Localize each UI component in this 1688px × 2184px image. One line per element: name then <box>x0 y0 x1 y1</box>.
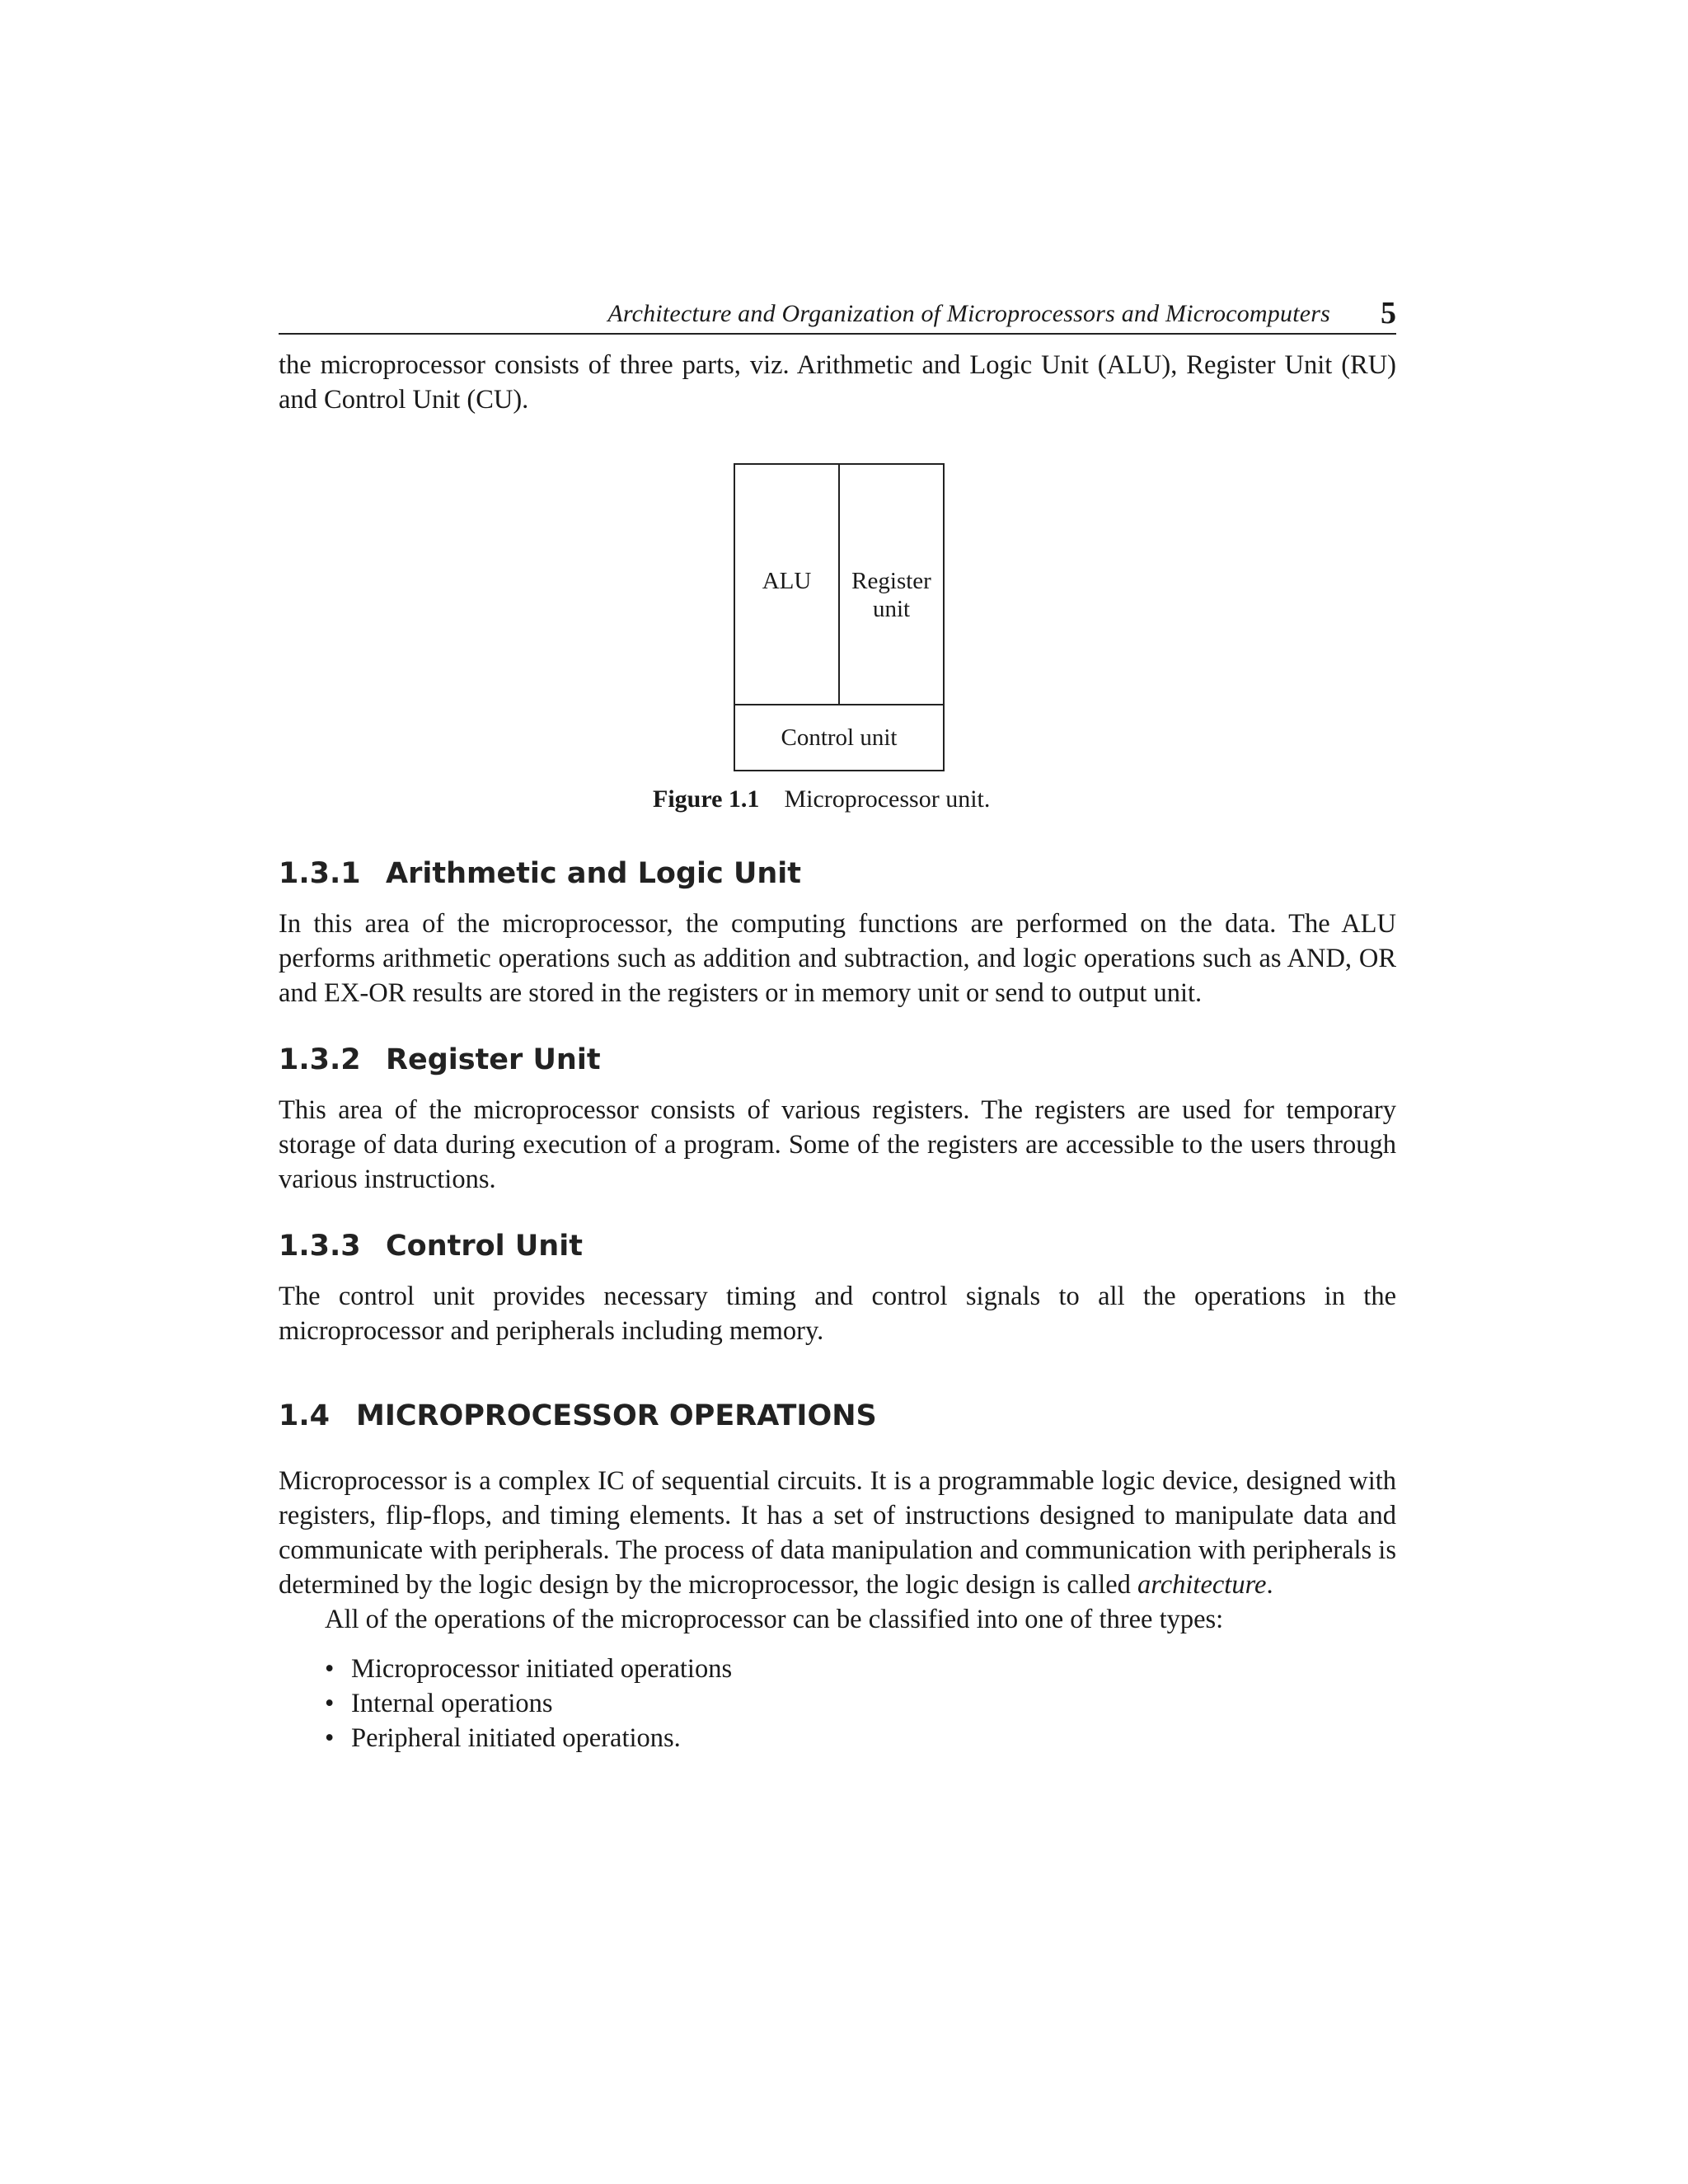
operations-paragraph-end: . <box>1266 1570 1273 1600</box>
list-item <box>325 1652 1396 1686</box>
section-heading-alu <box>279 854 1396 893</box>
section-number: 1.3.1 <box>279 857 361 890</box>
section-heading-control-unit <box>279 1226 1396 1266</box>
figure-caption-label: Figure 1.1 <box>653 785 760 813</box>
register-unit-block-label <box>840 567 943 623</box>
bullet-icon: • <box>325 1654 335 1684</box>
alu-block-label: ALU <box>762 568 812 594</box>
section-number: 1.4 <box>279 1399 331 1432</box>
section-number: 1.3.2 <box>279 1043 361 1076</box>
list-item-text: Peripheral initiated operations. <box>351 1723 681 1753</box>
operations-paragraph-text: Microprocessor is a complex IC of sequential circuits. It is a programmable logic device, designed with registers, flip-flops, and timing elements. It has a set of instructions designed to manipulate data and communicate with peripherals. The process of data manipulation and communication with peripherals is determined by the logic design by the microprocessor, the logic design is called <box>279 1466 1396 1600</box>
microprocessor-unit-diagram <box>734 463 945 771</box>
running-title: Architecture and Organization of Microprocessors and Microcomputers <box>607 300 1330 327</box>
bullet-icon: • <box>325 1723 335 1753</box>
section-title: Control Unit <box>386 1230 583 1263</box>
section-title: Register Unit <box>386 1043 601 1076</box>
book-page <box>279 288 1396 1755</box>
list-item <box>325 1721 1396 1755</box>
section-body-alu: In this area of the microprocessor, the computing functions are performed on the data. The ALU performs arithmetic operations such as addition and subtraction, and logic operations such as AND, OR and EX-OR results are stored in the registers or in memory unit or send to output unit. <box>279 909 1396 1008</box>
figure-caption <box>653 783 1396 816</box>
control-unit-block-label: Control unit <box>781 724 898 751</box>
section-body-register-unit: This area of the microprocessor consists of various registers. The registers are used for temporary storage of data during execution of a program. Some of the registers are accessible to the users through various instructions. <box>279 1095 1396 1194</box>
running-header <box>279 288 1396 335</box>
operations-types-paragraph: All of the operations of the microprocessor can be classified into one of three types: <box>325 1605 1224 1634</box>
section-title: Arithmetic and Logic Unit <box>386 857 802 890</box>
section-title: MICROPROCESSOR OPERATIONS <box>356 1399 877 1432</box>
section-heading-register-unit <box>279 1040 1396 1080</box>
bullet-icon: • <box>325 1689 335 1718</box>
operations-list <box>279 1652 1396 1755</box>
section-body-control-unit: The control unit provides necessary timing and control signals to all the operations in the microprocessor and peripherals including memory. <box>279 1282 1396 1346</box>
operations-paragraph <box>279 1464 1396 1602</box>
section-heading-operations <box>279 1396 1396 1436</box>
section-number: 1.3.3 <box>279 1230 361 1263</box>
list-item <box>325 1686 1396 1721</box>
page-number: 5 <box>1381 296 1396 330</box>
figure-caption-text: Microprocessor unit. <box>784 785 991 813</box>
register-label-line2: unit <box>872 596 911 622</box>
list-item-text: Internal operations <box>351 1689 553 1718</box>
architecture-term: architecture <box>1137 1570 1267 1600</box>
intro-paragraph: the microprocessor consists of three parts, viz. Arithmetic and Logic Unit (ALU), Register Unit (RU) and Control Unit (CU). <box>279 350 1396 415</box>
list-item-text: Microprocessor initiated operations <box>351 1654 733 1684</box>
register-label-line1: Register <box>851 568 931 594</box>
